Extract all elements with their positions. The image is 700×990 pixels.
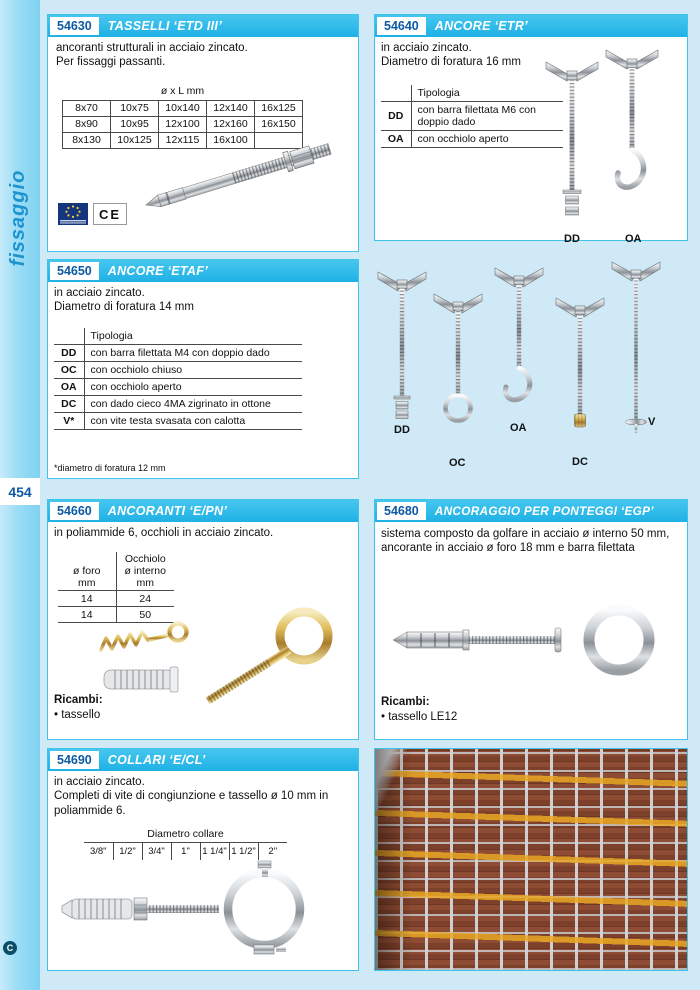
description-line: in acciaio zincato. bbox=[381, 42, 472, 54]
box-content bbox=[375, 522, 687, 739]
plastic-plug-figure bbox=[104, 667, 178, 692]
size-cell: 8x90 bbox=[63, 116, 111, 132]
ricambi-item: • tassello bbox=[54, 709, 101, 721]
box-header bbox=[48, 260, 358, 282]
size-cell: 12x115 bbox=[159, 132, 207, 148]
size-cell: 10x75 bbox=[111, 100, 159, 116]
tip-desc: con vite testa svasata con calotta bbox=[84, 413, 302, 430]
tipologia-header: Tipologia bbox=[90, 330, 133, 342]
product-title: ANCORANTI ‘E/PN’ bbox=[107, 504, 228, 518]
collar-size-cell: 1/2" bbox=[113, 843, 142, 860]
description-line: Per fissaggi passanti. bbox=[56, 56, 166, 69]
product-box-54640 bbox=[374, 14, 688, 245]
product-code: 54650 bbox=[50, 262, 99, 280]
collar-bottom-tab-figure bbox=[254, 945, 286, 954]
size-cell: 12x100 bbox=[159, 116, 207, 132]
hex-nut-figure bbox=[134, 898, 147, 920]
figure-label: V bbox=[648, 416, 656, 428]
scaffold-anchor-image bbox=[387, 602, 677, 694]
product-code: 54680 bbox=[377, 502, 426, 520]
size-cell: 10x95 bbox=[111, 116, 159, 132]
description-line: ancoranti strutturali in acciaio zincato. bbox=[56, 42, 248, 54]
product-box-54630 bbox=[47, 14, 359, 252]
washer-figure bbox=[555, 628, 561, 652]
anchor-oc-figure bbox=[434, 294, 482, 421]
figure-label: OA bbox=[510, 422, 527, 434]
etaf-figures bbox=[374, 260, 688, 478]
description bbox=[56, 41, 248, 70]
tip-code: DD bbox=[54, 345, 84, 362]
product-title: ANCORAGGIO PER PONTEGGI ‘EGP’ bbox=[434, 504, 654, 518]
col1-header bbox=[58, 552, 116, 591]
description-line: in acciaio zincato. bbox=[54, 776, 145, 788]
dim-cell: 14 bbox=[58, 607, 116, 623]
size-cell: 10x140 bbox=[159, 100, 207, 116]
col2-header bbox=[116, 552, 174, 591]
figure-label: DD bbox=[564, 233, 580, 245]
box-header bbox=[48, 749, 358, 771]
header-line: ø interno bbox=[124, 565, 166, 578]
spring-eye-screw-figure bbox=[101, 624, 187, 651]
certification-logos bbox=[58, 203, 127, 225]
tip-code: V* bbox=[54, 413, 84, 430]
dim-cell: 14 bbox=[58, 591, 116, 607]
ricambi-label: Ricambi: bbox=[54, 694, 103, 706]
description bbox=[54, 286, 194, 315]
header-line: mm bbox=[78, 577, 96, 590]
ricambi-item: • tassello LE12 bbox=[381, 711, 458, 723]
size-cell: 8x130 bbox=[63, 132, 111, 148]
size-cell: 16x100 bbox=[207, 132, 255, 148]
tipologia-table bbox=[54, 328, 302, 430]
product-title: ANCORE ‘ETAF’ bbox=[107, 264, 208, 278]
box-content bbox=[48, 37, 358, 251]
tip-desc: con dado cieco 4MA zigrinato in ottone bbox=[84, 396, 302, 413]
product-title: ANCORE ‘ETR’ bbox=[434, 19, 528, 33]
description bbox=[54, 526, 273, 540]
size-cell: 12x140 bbox=[207, 100, 255, 116]
description-line: Diametro di foratura 16 mm bbox=[381, 56, 521, 69]
collar-size-cell: 1" bbox=[171, 843, 200, 860]
tip-desc: con occhiolo aperto bbox=[84, 379, 302, 396]
page-number-badge: 454 bbox=[0, 478, 40, 505]
product-box-54660 bbox=[47, 499, 359, 740]
collar-size-cell: 1 1/4" bbox=[200, 843, 229, 860]
anchor-dd-figure bbox=[378, 272, 426, 419]
product-box-54650 bbox=[47, 259, 359, 479]
description-line: Completi di vite di congiunzione e tassello ø 10 mm in poliammide 6. bbox=[54, 790, 329, 817]
anchor-v-figure bbox=[612, 262, 660, 433]
box-content bbox=[48, 282, 358, 478]
product-code: 54690 bbox=[50, 751, 99, 769]
footnote: *diametro di foratura 12 mm bbox=[54, 463, 166, 473]
product-title: COLLARI ‘E/CL’ bbox=[107, 753, 206, 767]
header-line: Occhiolo bbox=[124, 553, 166, 565]
figure-label: OC bbox=[449, 457, 466, 469]
figure-label: OA bbox=[625, 233, 642, 245]
box-header bbox=[48, 15, 358, 37]
product-code: 54630 bbox=[50, 17, 99, 35]
box-header bbox=[375, 15, 687, 37]
header-line: ø foro bbox=[73, 565, 101, 578]
description bbox=[54, 775, 348, 818]
tip-code: DC bbox=[54, 396, 84, 413]
toggle-anchors-image bbox=[543, 49, 683, 231]
box-header bbox=[375, 500, 687, 522]
plastic-plug-figure bbox=[62, 899, 132, 919]
eyelet-anchors-image bbox=[90, 600, 352, 716]
tip-code: OC bbox=[54, 362, 84, 379]
tipologia-table bbox=[381, 85, 563, 148]
tip-desc: con barra filettata M6 con doppio dado bbox=[411, 102, 563, 131]
product-code: 54640 bbox=[377, 17, 426, 35]
tipologia-header: Tipologia bbox=[417, 87, 460, 99]
dim-cell: 24 bbox=[116, 591, 174, 607]
size-table-header: ø x L mm bbox=[63, 83, 303, 100]
tip-code: DD bbox=[381, 102, 411, 131]
eta-logo-icon bbox=[58, 203, 88, 225]
expansion-sleeve-figure bbox=[393, 630, 469, 650]
anchor-oa-figure bbox=[606, 50, 658, 187]
pipe-collar-image bbox=[54, 859, 354, 969]
header-line: mm bbox=[136, 577, 154, 590]
publisher-mark: C bbox=[3, 941, 17, 955]
product-code: 54660 bbox=[50, 502, 99, 520]
size-cell: 16x150 bbox=[255, 116, 303, 132]
description: sistema composto da golfare in acciaio ø interno 50 mm, ancorante in acciaio ø foro 18 mm e barra filettata bbox=[381, 528, 670, 555]
collar-size-cell: 3/8" bbox=[89, 845, 107, 857]
ce-mark: CE bbox=[93, 203, 127, 225]
collar-size-cell: 2" bbox=[258, 843, 287, 860]
tip-code-header bbox=[54, 328, 84, 345]
scaffolding-photo bbox=[374, 748, 688, 971]
etaf-anchors-image bbox=[374, 260, 688, 450]
anchor-dd-figure bbox=[546, 62, 598, 215]
description-line: Diametro di foratura 14 mm bbox=[54, 301, 194, 314]
tip-desc: con occhiolo aperto bbox=[411, 131, 563, 148]
size-cell: 12x160 bbox=[207, 116, 255, 132]
description-line: in acciaio zincato. bbox=[54, 287, 145, 299]
tip-desc: con barra filettata M4 con doppio dado bbox=[84, 345, 302, 362]
box-content bbox=[375, 37, 687, 245]
description bbox=[381, 41, 521, 70]
size-cell: 16x125 bbox=[255, 100, 303, 116]
tip-code: OA bbox=[381, 131, 411, 148]
collar-table-header: Diametro collare bbox=[84, 827, 287, 843]
box-content bbox=[48, 771, 358, 970]
collar-size-cell: 3/4" bbox=[142, 843, 171, 860]
eye-ring-figure bbox=[589, 610, 649, 670]
size-cell: 8x70 bbox=[63, 100, 111, 116]
box-content bbox=[48, 522, 358, 739]
wedge-anchor-image bbox=[136, 129, 354, 247]
tip-code-header bbox=[381, 85, 411, 102]
description-line: in poliammide 6, occhioli in acciaio zincato. bbox=[54, 527, 274, 539]
collar-ring-figure bbox=[228, 873, 300, 945]
product-box-54680 bbox=[374, 499, 688, 740]
anchor-dc-figure bbox=[556, 298, 604, 427]
anchor-oa-figure bbox=[495, 268, 543, 400]
figure-label: DC bbox=[572, 456, 588, 468]
collar-size-cell: 1 1/2" bbox=[229, 843, 258, 860]
dim-cell: 50 bbox=[116, 607, 174, 623]
eye-bolt-figure bbox=[206, 612, 328, 704]
tip-code: OA bbox=[54, 379, 84, 396]
product-title: TASSELLI ‘ETD III’ bbox=[107, 19, 222, 33]
size-cell: 10x125 bbox=[111, 132, 159, 148]
product-box-54690 bbox=[47, 748, 359, 971]
category-label: fissaggio bbox=[7, 169, 29, 267]
box-header bbox=[48, 500, 358, 522]
collar-diameter-table bbox=[84, 827, 287, 860]
figure-label: DD bbox=[394, 424, 410, 436]
ricambi-label: Ricambi: bbox=[381, 696, 430, 708]
tip-desc: con occhiolo chiuso bbox=[84, 362, 302, 379]
